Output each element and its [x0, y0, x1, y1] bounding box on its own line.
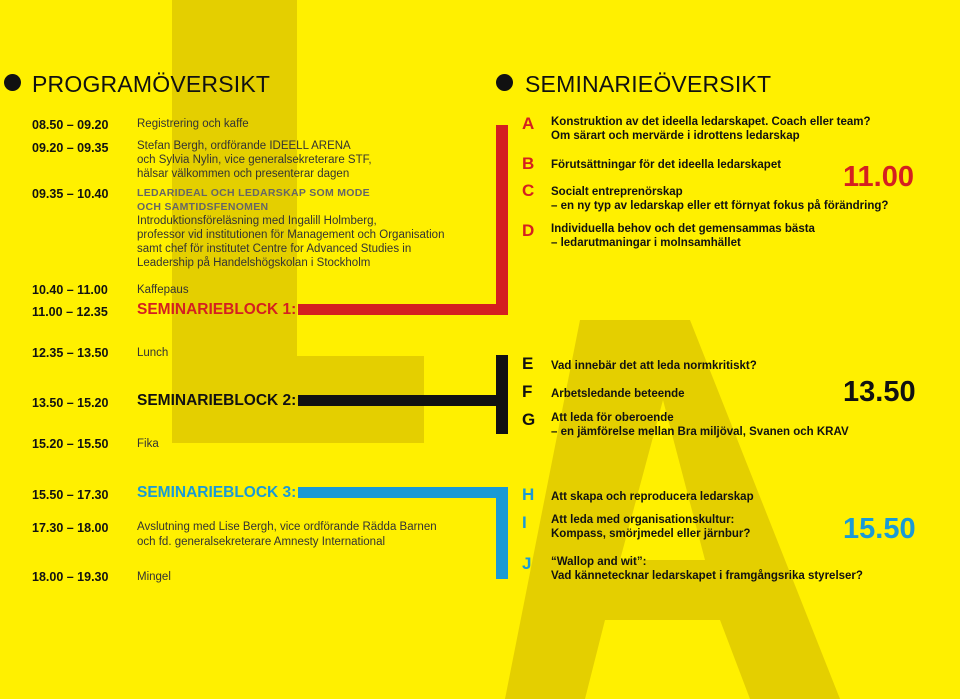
program-time: 15.20 – 15.50 [32, 437, 109, 451]
seminar-letter: E [522, 354, 534, 373]
seminar-title: Konstruktion av det ideella ledarskapet. Coach eller team? [551, 116, 871, 128]
program-time: 08.50 – 09.20 [32, 118, 109, 132]
seminar-title: Att leda för oberoende [551, 412, 674, 424]
program-time: 10.40 – 11.00 [32, 283, 108, 297]
program-desc: hälsar välkommen och presenterar dagen [137, 168, 350, 180]
program-desc: Kaffepaus [137, 284, 189, 296]
program-topic: OCH SAMTIDSFENOMEN [137, 201, 269, 213]
block-3-connector [298, 487, 508, 498]
seminar-block-1-label: SEMINARIEBLOCK 1: [137, 301, 297, 318]
block-1-connector [298, 304, 508, 315]
seminar-letter: C [522, 181, 535, 200]
program-time: 11.00 – 12.35 [32, 305, 108, 319]
seminar-letter: F [522, 382, 533, 401]
program-time: 15.50 – 17.30 [32, 488, 109, 502]
seminar-title: Kompass, smörjmedel eller järnbur? [551, 528, 751, 540]
seminar-letter: G [522, 410, 536, 429]
program-desc: Lunch [137, 347, 169, 359]
seminar-title: Att skapa och reproducera ledarskap [551, 491, 754, 503]
program-desc: Fika [137, 438, 159, 450]
program-time: 09.20 – 09.35 [32, 141, 109, 155]
seminar-title: – ledarutmaningar i molnsamhället [551, 237, 741, 249]
seminar-letter: I [522, 513, 527, 532]
seminar-title: Socialt entreprenörskap [551, 186, 683, 198]
seminar-letter: J [522, 554, 532, 573]
program-desc: professor vid institutionen för Management och Organisation [137, 229, 445, 241]
program-bullet [4, 74, 21, 91]
program-time: 17.30 – 18.00 [32, 521, 109, 535]
seminar-title: – en jämförelse mellan Bra miljöval, Svanen och KRAV [551, 426, 849, 438]
seminar-block-3-label: SEMINARIEBLOCK 3: [137, 484, 297, 501]
program-desc: Mingel [137, 571, 171, 583]
program-desc: och Sylvia Nylin, vice generalsekreterare STF, [137, 154, 372, 166]
seminar-bullet [496, 74, 513, 91]
block-2-bracket [496, 355, 508, 434]
seminar-block-2-label: SEMINARIEBLOCK 2: [137, 392, 297, 409]
program-desc: Introduktionsföreläsning med Ingalill Holmberg, [137, 215, 377, 227]
program-time: 12.35 – 13.50 [32, 346, 109, 360]
program-desc: och fd. generalsekreterare Amnesty International [137, 536, 386, 548]
program-desc: Stefan Bergh, ordförande IDEELL ARENA [137, 140, 351, 152]
seminar-title: “Wallop and wit”: [551, 556, 647, 568]
block-1-bracket [496, 125, 508, 315]
seminar-title: Arbetsledande beteende [551, 388, 685, 400]
program-time: 13.50 – 15.20 [32, 396, 109, 410]
seminar-title: Vad kännetecknar ledarskapet i framgångsrika styrelser? [551, 570, 863, 582]
seminar-title: Individuella behov och det gemensammas bästa [551, 223, 815, 235]
seminar-letter: B [522, 154, 535, 173]
seminar-title: – en ny typ av ledarskap eller ett förnyat fokus på förändring? [551, 200, 889, 212]
seminar-title: Om särart och mervärde i idrottens ledarskap [551, 130, 800, 142]
seminar-block-3-time: 15.50 [843, 513, 916, 545]
program-header: PROGRAMÖVERSIKT [32, 71, 271, 97]
seminar-letter: H [522, 485, 535, 504]
seminar-title: Förutsättningar för det ideella ledarskapet [551, 159, 782, 171]
seminar-title: Vad innebär det att leda normkritiskt? [551, 360, 757, 372]
program-desc: Registrering och kaffe [137, 118, 249, 130]
program-desc: Leadership på Handelshögskolan i Stockholm [137, 257, 371, 269]
seminar-block-2-time: 13.50 [843, 376, 916, 408]
seminar-title: Att leda med organisationskultur: [551, 514, 735, 526]
seminar-letter: D [522, 221, 535, 240]
seminar-letter: A [522, 114, 535, 133]
seminar-block-1-time: 11.00 [843, 161, 914, 193]
seminar-header: SEMINARIEÖVERSIKT [525, 71, 772, 97]
program-topic: LEDARIDEAL OCH LEDARSKAP SOM MODE [137, 187, 370, 199]
block-3-bracket [496, 487, 508, 579]
block-2-connector [298, 395, 508, 406]
program-desc: samt chef för institutet Centre for Advanced Studies in [137, 243, 412, 255]
program-time: 18.00 – 19.30 [32, 570, 109, 584]
program-time: 09.35 – 10.40 [32, 187, 109, 201]
program-desc: Avslutning med Lise Bergh, vice ordförande Rädda Barnen [137, 521, 437, 533]
